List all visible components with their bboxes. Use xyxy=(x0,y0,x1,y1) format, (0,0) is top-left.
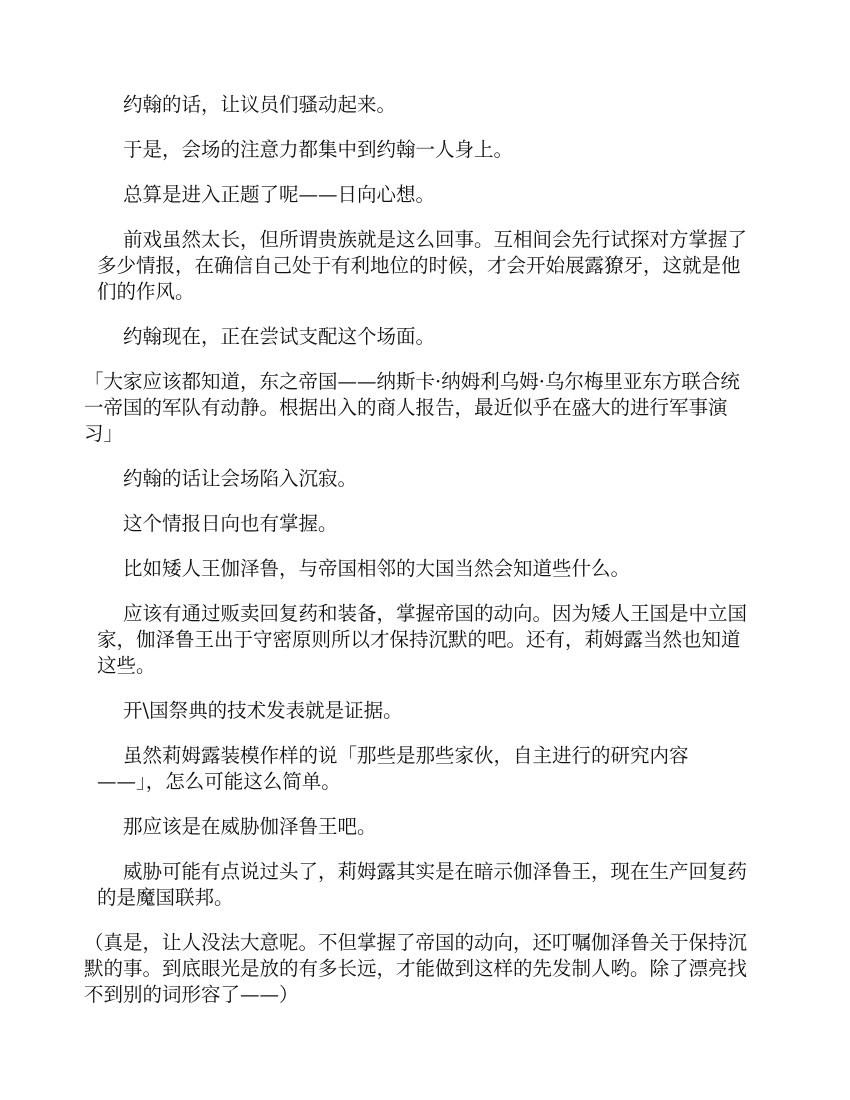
paragraph: 这个情报日向也有掌握。 xyxy=(123,512,338,535)
paragraph: 约翰现在，正在尝试支配这个场面。 xyxy=(123,325,436,348)
paragraph: 约翰的话让会场陷入沉寂。 xyxy=(123,467,358,490)
document-body xyxy=(84,92,748,1027)
paragraph: 威胁可能有点说过头了，莉姆露其实是在暗示伽泽鲁王，现在生产回复药的是魔国联邦。 xyxy=(97,860,748,909)
paragraph: 开\国祭典的技术发表就是证据。 xyxy=(123,699,403,722)
paragraph: 比如矮人王伽泽鲁，与帝国相邻的大国当然会知道些什么。 xyxy=(123,557,631,580)
paragraph: 应该有通过贩卖回复药和装备，掌握帝国的动向。因为矮人王国是中立国家，伽泽鲁王出于守密原则所以才保持沉默的吧。还有，莉姆露当然也知道这些。 xyxy=(97,602,748,677)
paragraph: 于是，会场的注意力都集中到约翰一人身上。 xyxy=(123,138,514,161)
paragraph: 虽然莉姆露装模作样的说「那些是那些家伙，自主进行的研究内容——」，怎么可能这么简单。 xyxy=(97,744,689,793)
inner-thought-paragraph: （真是，让人没法大意呢。不但掌握了帝国的动向，还叮嘱伽泽鲁关于保持沉默的事。到底眼光是放的有多长远，才能做到这样的先发制人哟。除了漂亮找不到别的词形容了——） xyxy=(84,931,748,1006)
paragraph: 总算是进入正题了呢——日向心想。 xyxy=(123,183,436,206)
dialogue-paragraph: 「大家应该都知道，东之帝国——纳斯卡·纳姆利乌姆·乌尔梅里亚东方联合统一帝国的军队有动静。根据出入的商人报告，最近似乎在盛大的进行军事演习」 xyxy=(84,370,740,445)
paragraph: 前戏虽然太长，但所谓贵族就是这么回事。互相间会先行试探对方掌握了多少情报，在确信自己处于有利地位的时候，才会开始展露獠牙，这就是他们的作风。 xyxy=(97,228,748,303)
paragraph: 那应该是在威胁伽泽鲁王吧。 xyxy=(123,815,377,838)
paragraph: 约翰的话，让议员们骚动起来。 xyxy=(123,93,397,116)
